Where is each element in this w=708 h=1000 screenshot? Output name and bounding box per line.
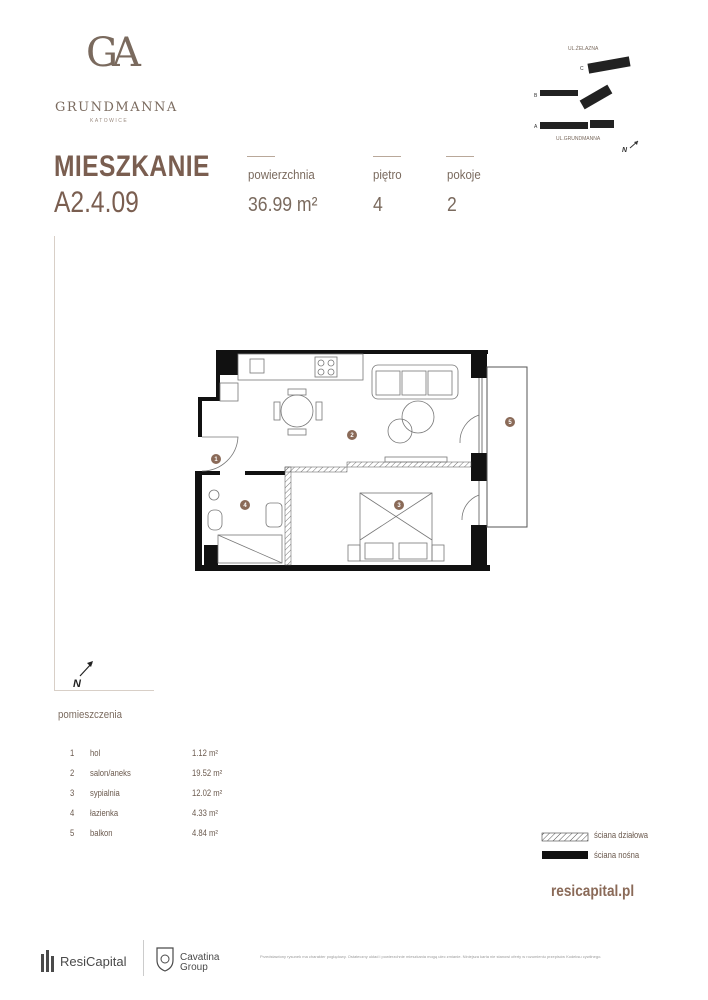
legend-partition-swatch <box>542 833 588 841</box>
room-marker-4 <box>240 500 250 510</box>
svg-text:4: 4 <box>243 503 247 509</box>
svg-text:5: 5 <box>508 420 512 426</box>
svg-text:2: 2 <box>350 433 354 439</box>
frame-bottom-line <box>54 690 154 691</box>
cavatina-logo-icon <box>155 946 175 972</box>
room-marker-5 <box>505 417 515 427</box>
site-building-c <box>580 56 631 73</box>
svg-text:N: N <box>622 147 628 154</box>
svg-text:C: C <box>580 66 584 72</box>
resicapital-logo <box>40 948 56 977</box>
room-row: 5 balkon 4.84 m² <box>70 828 218 838</box>
legend-swatches <box>540 831 590 861</box>
footer-disclaimer: Przedstawiony rysunek ma charakter poglądowy. Ostateczny układ i powierzchnie mieszkania mogą ulec zmianie. Niniejsza karta nie stanowi oferty w rozumieniu przepisów Kodeksu cywilnego. <box>260 954 602 959</box>
cavatina-name: Cavatina Group <box>180 952 220 973</box>
frame-left-line <box>54 236 55 691</box>
north-arrow <box>70 658 100 688</box>
legend-bearing-swatch <box>542 851 588 859</box>
kitchen <box>220 354 363 401</box>
stat-floor-value: 4 <box>373 194 383 216</box>
footer-divider <box>143 940 144 976</box>
room-marker-3 <box>394 500 404 510</box>
site-plan <box>520 40 660 155</box>
stat-rooms-label: pokoje <box>447 167 481 182</box>
rooms-title: pomieszczenia <box>58 709 123 721</box>
svg-text:3: 3 <box>397 503 401 509</box>
partition-wall <box>347 462 471 467</box>
partition-wall <box>285 467 291 565</box>
stat-divider <box>446 156 474 157</box>
room-marker-1 <box>211 454 221 464</box>
site-building-a <box>534 120 614 130</box>
legend-bearing-label: ściana nośna <box>594 850 640 860</box>
svg-text:A: A <box>534 124 538 130</box>
stat-divider <box>373 156 401 157</box>
floor-plan <box>190 345 530 575</box>
stat-rooms-value: 2 <box>447 194 457 216</box>
svg-text:N: N <box>73 678 81 688</box>
dining-table <box>274 389 322 435</box>
resicapital-name: ResiCapital <box>60 954 127 969</box>
balcony-outline <box>487 367 527 527</box>
partition-wall <box>285 467 347 472</box>
street-bottom-label: UL.GRUNDMANNA <box>556 136 601 142</box>
sofa <box>372 365 458 399</box>
website-link[interactable]: resicapital.pl <box>551 883 635 900</box>
room-row: 4 łazienka 4.33 m² <box>70 808 218 818</box>
apartment-code: A2.4.09 <box>54 186 139 219</box>
room-row: 2 salon/aneks 19.52 m² <box>70 768 223 778</box>
site-north-arrow <box>622 141 638 154</box>
room-row: 1 hol 1.12 m² <box>70 748 218 758</box>
load-bearing-walls <box>195 350 490 571</box>
svg-text:1: 1 <box>214 457 218 463</box>
street-top-label: UL.ŻELAZNA <box>568 46 599 52</box>
stat-divider <box>247 156 275 157</box>
legend-partition-label: ściana działowa <box>594 830 649 840</box>
resicapital-logo-icon <box>40 948 56 972</box>
stat-area-label: powierzchnia <box>248 167 315 182</box>
brand-monogram: GA <box>86 30 135 76</box>
svg-text:B: B <box>534 93 538 99</box>
site-building-b <box>534 85 612 110</box>
brand-name: GRUNDMANNA <box>55 100 178 115</box>
brand-subtitle: KATOWICE <box>90 118 129 124</box>
stat-area-value: 36.99 m² <box>248 194 318 216</box>
apartment-heading: MIESZKANIE <box>54 150 210 183</box>
stat-floor-label: piętro <box>373 167 402 182</box>
room-row: 3 sypialnia 12.02 m² <box>70 788 223 798</box>
room-marker-2 <box>347 430 357 440</box>
